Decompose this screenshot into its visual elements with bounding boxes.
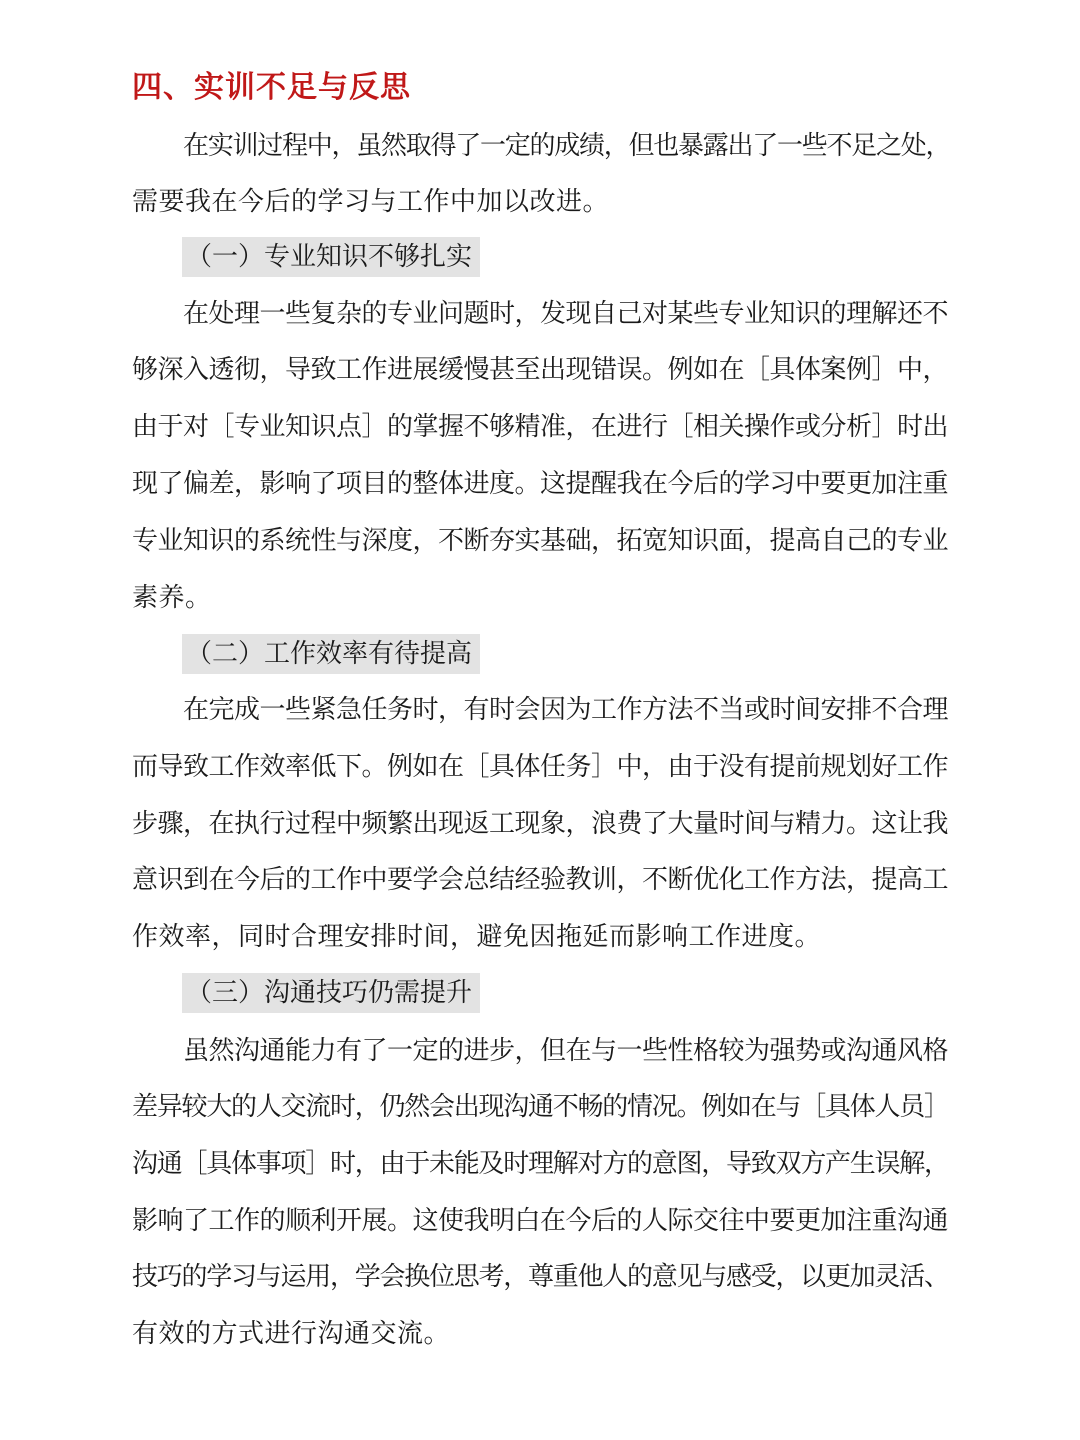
paragraph-line: 素养。 bbox=[132, 583, 212, 613]
paragraph-line: 步骤，在执行过程中频繁出现返工现象，浪费了大量时间与精力。这让我 bbox=[132, 809, 949, 839]
paragraph-line: 在处理一些复杂的专业问题时，发现自己对某些专业知识的理解还不 bbox=[183, 299, 949, 329]
subsection-heading-3: （三）沟通技巧仍需提升 bbox=[182, 973, 480, 1013]
paragraph-line: 影响了工作的顺利开展。这使我明白在今后的人际交往中要更加注重沟通 bbox=[132, 1206, 949, 1236]
paragraph-line: 由于对［专业知识点］的掌握不够精准，在进行［相关操作或分析］时出 bbox=[132, 412, 949, 442]
paragraph-line: 沟通［具体事项］时，由于未能及时理解对方的意图，导致双方产生误解， bbox=[132, 1149, 949, 1179]
subsection-heading-1: （一）专业知识不够扎实 bbox=[182, 237, 480, 277]
paragraph-line: 作效率，同时合理安排时间，避免因拖延而影响工作进度。 bbox=[132, 922, 822, 952]
paragraph-line: 有效的方式进行沟通交流。 bbox=[132, 1319, 451, 1349]
paragraph-line: 专业知识的系统性与深度，不断夯实基础，拓宽知识面，提高自己的专业 bbox=[132, 526, 949, 556]
paragraph-line: 而导致工作效率低下。例如在［具体任务］中，由于没有提前规划好工作 bbox=[132, 752, 949, 782]
intro-line: 在实训过程中，虽然取得了一定的成绩，但也暴露出了一些不足之处， bbox=[183, 131, 951, 161]
paragraph-line: 虽然沟通能力有了一定的进步，但在与一些性格较为强势或沟通风格 bbox=[183, 1036, 949, 1066]
paragraph-line: 意识到在今后的工作中要学会总结经验教训，不断优化工作方法，提高工 bbox=[132, 865, 949, 895]
paragraph-line: 技巧的学习与运用，学会换位思考，尊重他人的意见与感受，以更加灵活、 bbox=[132, 1262, 949, 1292]
intro-line: 需要我在今后的学习与工作中加以改进。 bbox=[132, 187, 610, 217]
paragraph-line: 差异较大的人交流时，仍然会出现沟通不畅的情况。例如在与［具体人员］ bbox=[132, 1092, 949, 1122]
paragraph-line: 在完成一些紧急任务时，有时会因为工作方法不当或时间安排不合理 bbox=[183, 695, 949, 725]
subsection-heading-2: （二）工作效率有待提高 bbox=[182, 634, 480, 674]
section-title: 四、实训不足与反思 bbox=[132, 70, 411, 105]
paragraph-line: 够深入透彻，导致工作进展缓慢甚至出现错误。例如在［具体案例］中， bbox=[132, 355, 949, 385]
paragraph-line: 现了偏差，影响了项目的整体进度。这提醒我在今后的学习中要更加注重 bbox=[132, 469, 949, 499]
